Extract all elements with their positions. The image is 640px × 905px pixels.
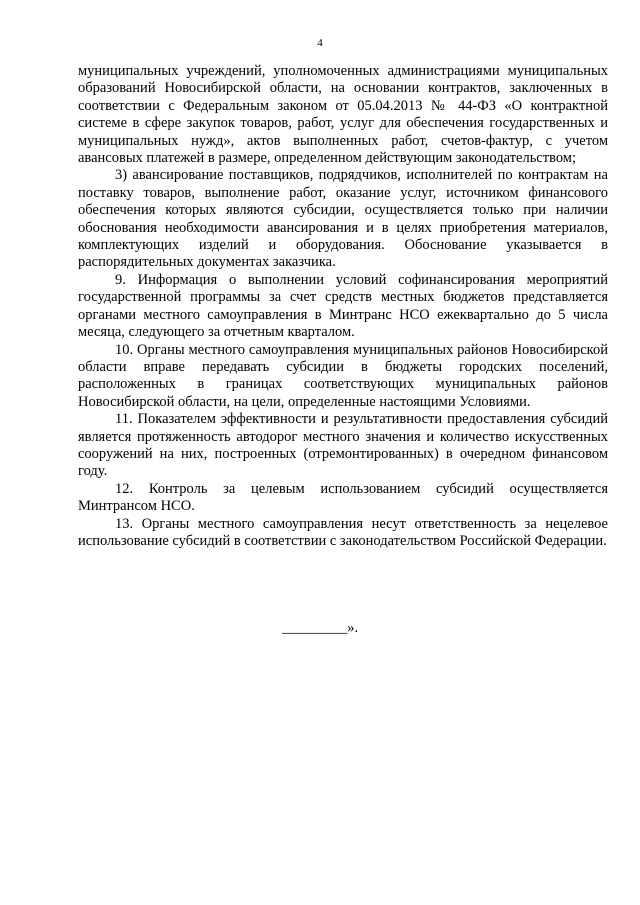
paragraph-item-12: 12. Контроль за целевым использованием субсидий осуществляется Минтрансом НСО. <box>78 480 608 515</box>
closing-mark: _________». <box>281 620 359 636</box>
paragraph-item-13: 13. Органы местного самоуправления несут ответственность за нецелевое использование субсидий в соответствии с законодательством Российской Федерации. <box>78 515 608 549</box>
paragraph-item-9: 9. Информация о выполнении условий софинансирования мероприятий государственной программы за счет средств местных бюджетов представляется органами местного самоуправления в Минтранс НСО ежеквартально до 5 числа месяца, следующего за отчетным кварталом. <box>78 271 608 341</box>
page-number: 4 <box>317 37 323 49</box>
paragraph-item-10: 10. Органы местного самоуправления муниципальных районов Новосибирской области вправе передавать субсидии в бюджеты городских поселений, расположенных в границах соответствующих муниципальных районов Новосибирской области, на цели, определенные настоящими Условиями. <box>78 341 608 410</box>
paragraph-item-3: 3) авансирование поставщиков, подрядчиков, исполнителей по контрактам на поставку товаров, выполнение работ, оказание услуг, источником финансового обеспечения которых являются субсидии, осуществляется только при наличии обоснования необходимости авансирования и в целях приобретения материалов, комплектующих изделий и оборудования. Обоснование указывается в распорядительных документах заказчика. <box>78 167 608 271</box>
paragraph-continuation: муниципальных учреждений, уполномоченных администрациями муниципальных образований Новосибирской области, на основании контрактов, заключенных в соответствии с Федеральным законом от 05.04.2013 № 44-ФЗ «О контрактной системе в сфере закупок товаров, работ, услуг для обеспечения государственных и муниципальных нужд», актов выполненных работ, счетов-фактур, с учетом авансовых платежей в размере, определенном действующим законодательством; <box>78 63 608 167</box>
document-body <box>78 63 608 550</box>
paragraph-item-11: 11. Показателем эффективности и результативности предоставления субсидий является протяженность автодорог местного значения и количество искусственных сооружений на них, построенных (отремонтированных) в очередном финансовом году. <box>78 411 608 480</box>
